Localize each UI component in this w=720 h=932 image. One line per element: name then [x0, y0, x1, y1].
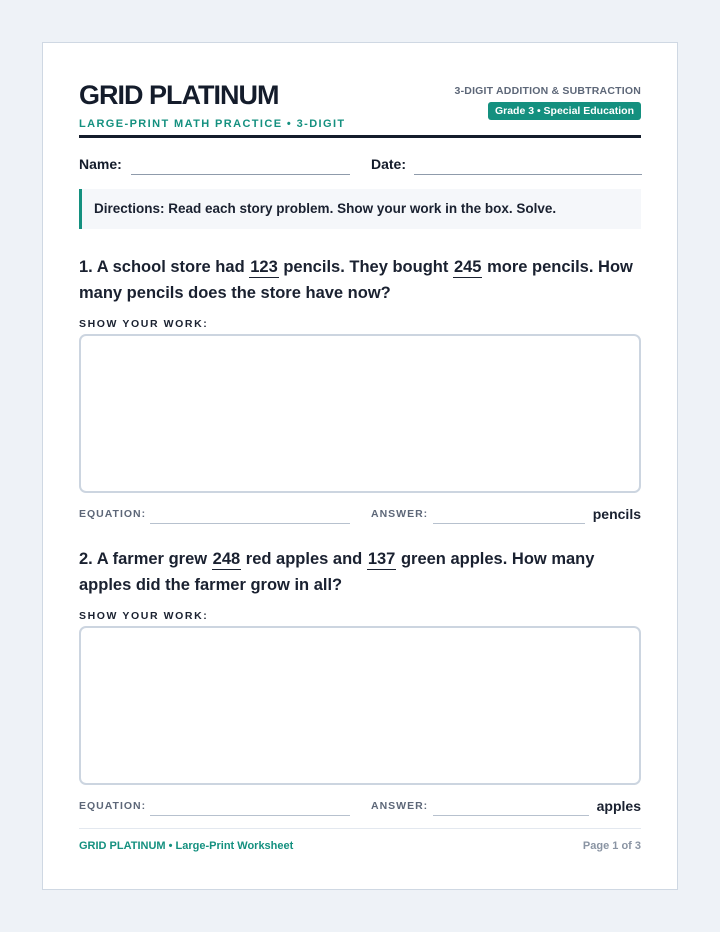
header-divider — [79, 135, 641, 138]
brand-title: GRID PLATINUM — [79, 80, 279, 110]
problem-2-number-b: 137 — [367, 550, 396, 568]
problem-2-text-b: red apples and — [241, 550, 367, 568]
directions-box — [79, 189, 641, 229]
name-field[interactable] — [131, 174, 350, 175]
problem-2-unit: apples — [596, 798, 641, 814]
problem-2-number-a: 248 — [212, 550, 241, 568]
problem-2-work-label: SHOW YOUR WORK: — [79, 610, 209, 622]
problem-1-equation-field[interactable] — [150, 523, 350, 524]
problem-2-equation-field[interactable] — [150, 815, 350, 816]
worksheet-page — [42, 42, 678, 890]
date-field[interactable] — [414, 174, 642, 175]
grade-badge: Grade 3 • Special Education — [488, 102, 641, 120]
name-label: Name: — [79, 156, 122, 172]
directions-text: Directions: Read each story problem. Show your work in the box. Solve. — [94, 201, 557, 216]
problem-1-work-label: SHOW YOUR WORK: — [79, 318, 209, 330]
problem-2-text-c: green apples. How many apples did the farmer grow in all? — [79, 550, 595, 594]
footer-divider — [79, 828, 641, 829]
topic-label: 3-DIGIT ADDITION & SUBTRACTION — [454, 85, 641, 97]
worksheet-header — [79, 79, 641, 137]
brand-subtitle: LARGE-PRINT MATH PRACTICE • 3-DIGIT — [79, 118, 346, 130]
problem-2-question — [79, 546, 647, 598]
problem-1-number-a: 123 — [250, 258, 278, 276]
footer-brand: GRID PLATINUM • Large-Print Worksheet — [79, 840, 294, 852]
problem-1-equation-label: EQUATION: — [79, 508, 147, 520]
problem-1-text-c: more pencils. How many pencils does the store have now? — [79, 258, 633, 302]
problem-1-text-a: 1. A school store had — [79, 258, 250, 276]
problem-1-answer-field[interactable] — [433, 523, 585, 524]
problem-2-work-box[interactable] — [79, 626, 641, 785]
problem-1-unit: pencils — [592, 506, 641, 522]
problem-2-answer-field[interactable] — [433, 815, 589, 816]
problem-2-answer-label: ANSWER: — [371, 800, 429, 812]
date-label: Date: — [371, 156, 407, 172]
problem-2-equation-label: EQUATION: — [79, 800, 147, 812]
problem-1-number-b: 245 — [453, 258, 482, 276]
problem-1-answer-label: ANSWER: — [371, 508, 429, 520]
problem-1-text-b: pencils. They bought — [278, 258, 453, 276]
problem-1-work-box[interactable] — [79, 334, 641, 493]
problem-2-text-a: 2. A farmer grew — [79, 550, 212, 568]
problem-1-question — [79, 254, 647, 306]
page-number: Page 1 of 3 — [582, 840, 641, 852]
